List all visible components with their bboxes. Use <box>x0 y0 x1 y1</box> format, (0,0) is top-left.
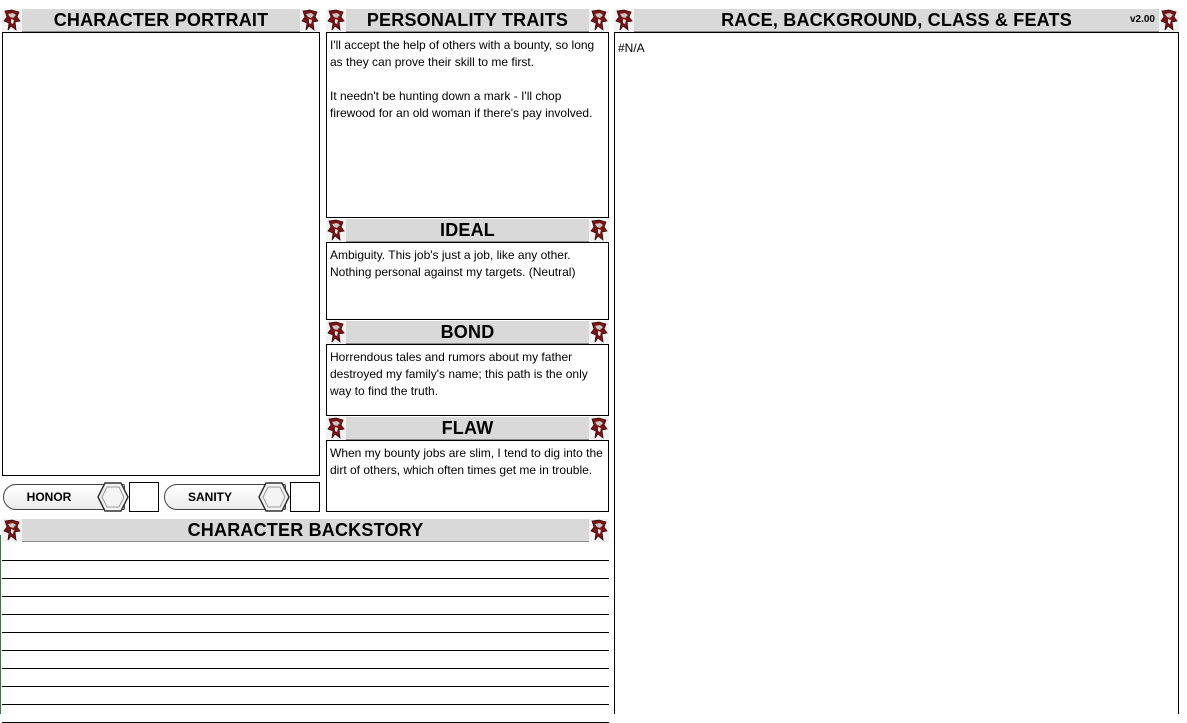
race-title: RACE, BACKGROUND, CLASS & FEATS <box>721 10 1072 30</box>
personality-textbox[interactable] <box>326 32 609 218</box>
dragon-crest-icon <box>326 219 346 242</box>
personality-header <box>326 8 609 32</box>
backstory-header <box>2 518 609 542</box>
backstory-rule-line <box>2 668 609 669</box>
sanity-label-text: SANITY <box>187 490 232 504</box>
backstory-rule-line <box>2 596 609 597</box>
race-textbox[interactable] <box>614 32 1179 714</box>
honor-label-text: HONOR <box>26 490 72 504</box>
bond-text: Horrendous tales and rumors about my father destroyed my family's name; this path is the only way to find the truth. <box>330 350 588 398</box>
dragon-crest-icon <box>589 219 609 242</box>
backstory-rule-line <box>2 632 609 633</box>
backstory-rule-line <box>2 650 609 651</box>
honor-hex-icon <box>97 482 129 512</box>
selection-edge <box>0 535 1 714</box>
bond-title: BOND <box>440 322 495 342</box>
sanity-value-box[interactable] <box>290 482 320 512</box>
ideal-textbox[interactable] <box>326 242 609 320</box>
dragon-crest-icon <box>326 417 346 440</box>
honor-value-box[interactable] <box>129 482 159 512</box>
flaw-text: When my bounty jobs are slim, I tend to dig into the dirt of others, which often times get me in trouble. <box>330 446 603 477</box>
ideal-title: IDEAL <box>440 220 495 240</box>
dragon-crest-icon <box>2 519 22 542</box>
dragon-crest-icon <box>589 519 609 542</box>
backstory-rule-line <box>2 560 609 561</box>
flaw-title: FLAW <box>441 418 494 438</box>
backstory-rule-line <box>2 614 609 615</box>
dragon-crest-icon <box>589 321 609 344</box>
race-header <box>614 8 1179 32</box>
dragon-crest-icon <box>589 417 609 440</box>
portrait-title: CHARACTER PORTRAIT <box>53 10 269 30</box>
personality-title: PERSONALITY TRAITS <box>366 10 569 30</box>
personality-text: I'll accept the help of others with a bounty, so long as they can prove their skill to me first. It needn't be hunting down a mark - I'll chop firewood for an old woman if there's pay involved. <box>330 38 595 120</box>
ideal-header <box>326 218 609 242</box>
ideal-text: Ambiguity. This job's just a job, like any other. Nothing personal against my targets. (Neutral) <box>330 248 576 279</box>
dragon-crest-icon <box>326 9 346 32</box>
dragon-crest-icon <box>2 9 22 32</box>
race-text: #N/A <box>618 41 645 55</box>
backstory-rule-line <box>2 578 609 579</box>
backstory-rule-line <box>2 686 609 687</box>
version-label: v2.00 <box>1129 14 1155 25</box>
dragon-crest-icon <box>326 321 346 344</box>
backstory-rule-line <box>2 704 609 705</box>
portrait-header <box>2 8 320 32</box>
dragon-crest-icon <box>614 9 634 32</box>
backstory-title: CHARACTER BACKSTORY <box>187 520 424 540</box>
dragon-crest-icon <box>589 9 609 32</box>
dragon-crest-icon <box>300 9 320 32</box>
dragon-crest-icon <box>1159 9 1179 32</box>
sanity-hex-icon <box>258 482 290 512</box>
portrait-area[interactable] <box>2 32 320 476</box>
flaw-textbox[interactable] <box>326 440 609 512</box>
bond-header <box>326 320 609 344</box>
flaw-header <box>326 416 609 440</box>
bond-textbox[interactable] <box>326 344 609 416</box>
